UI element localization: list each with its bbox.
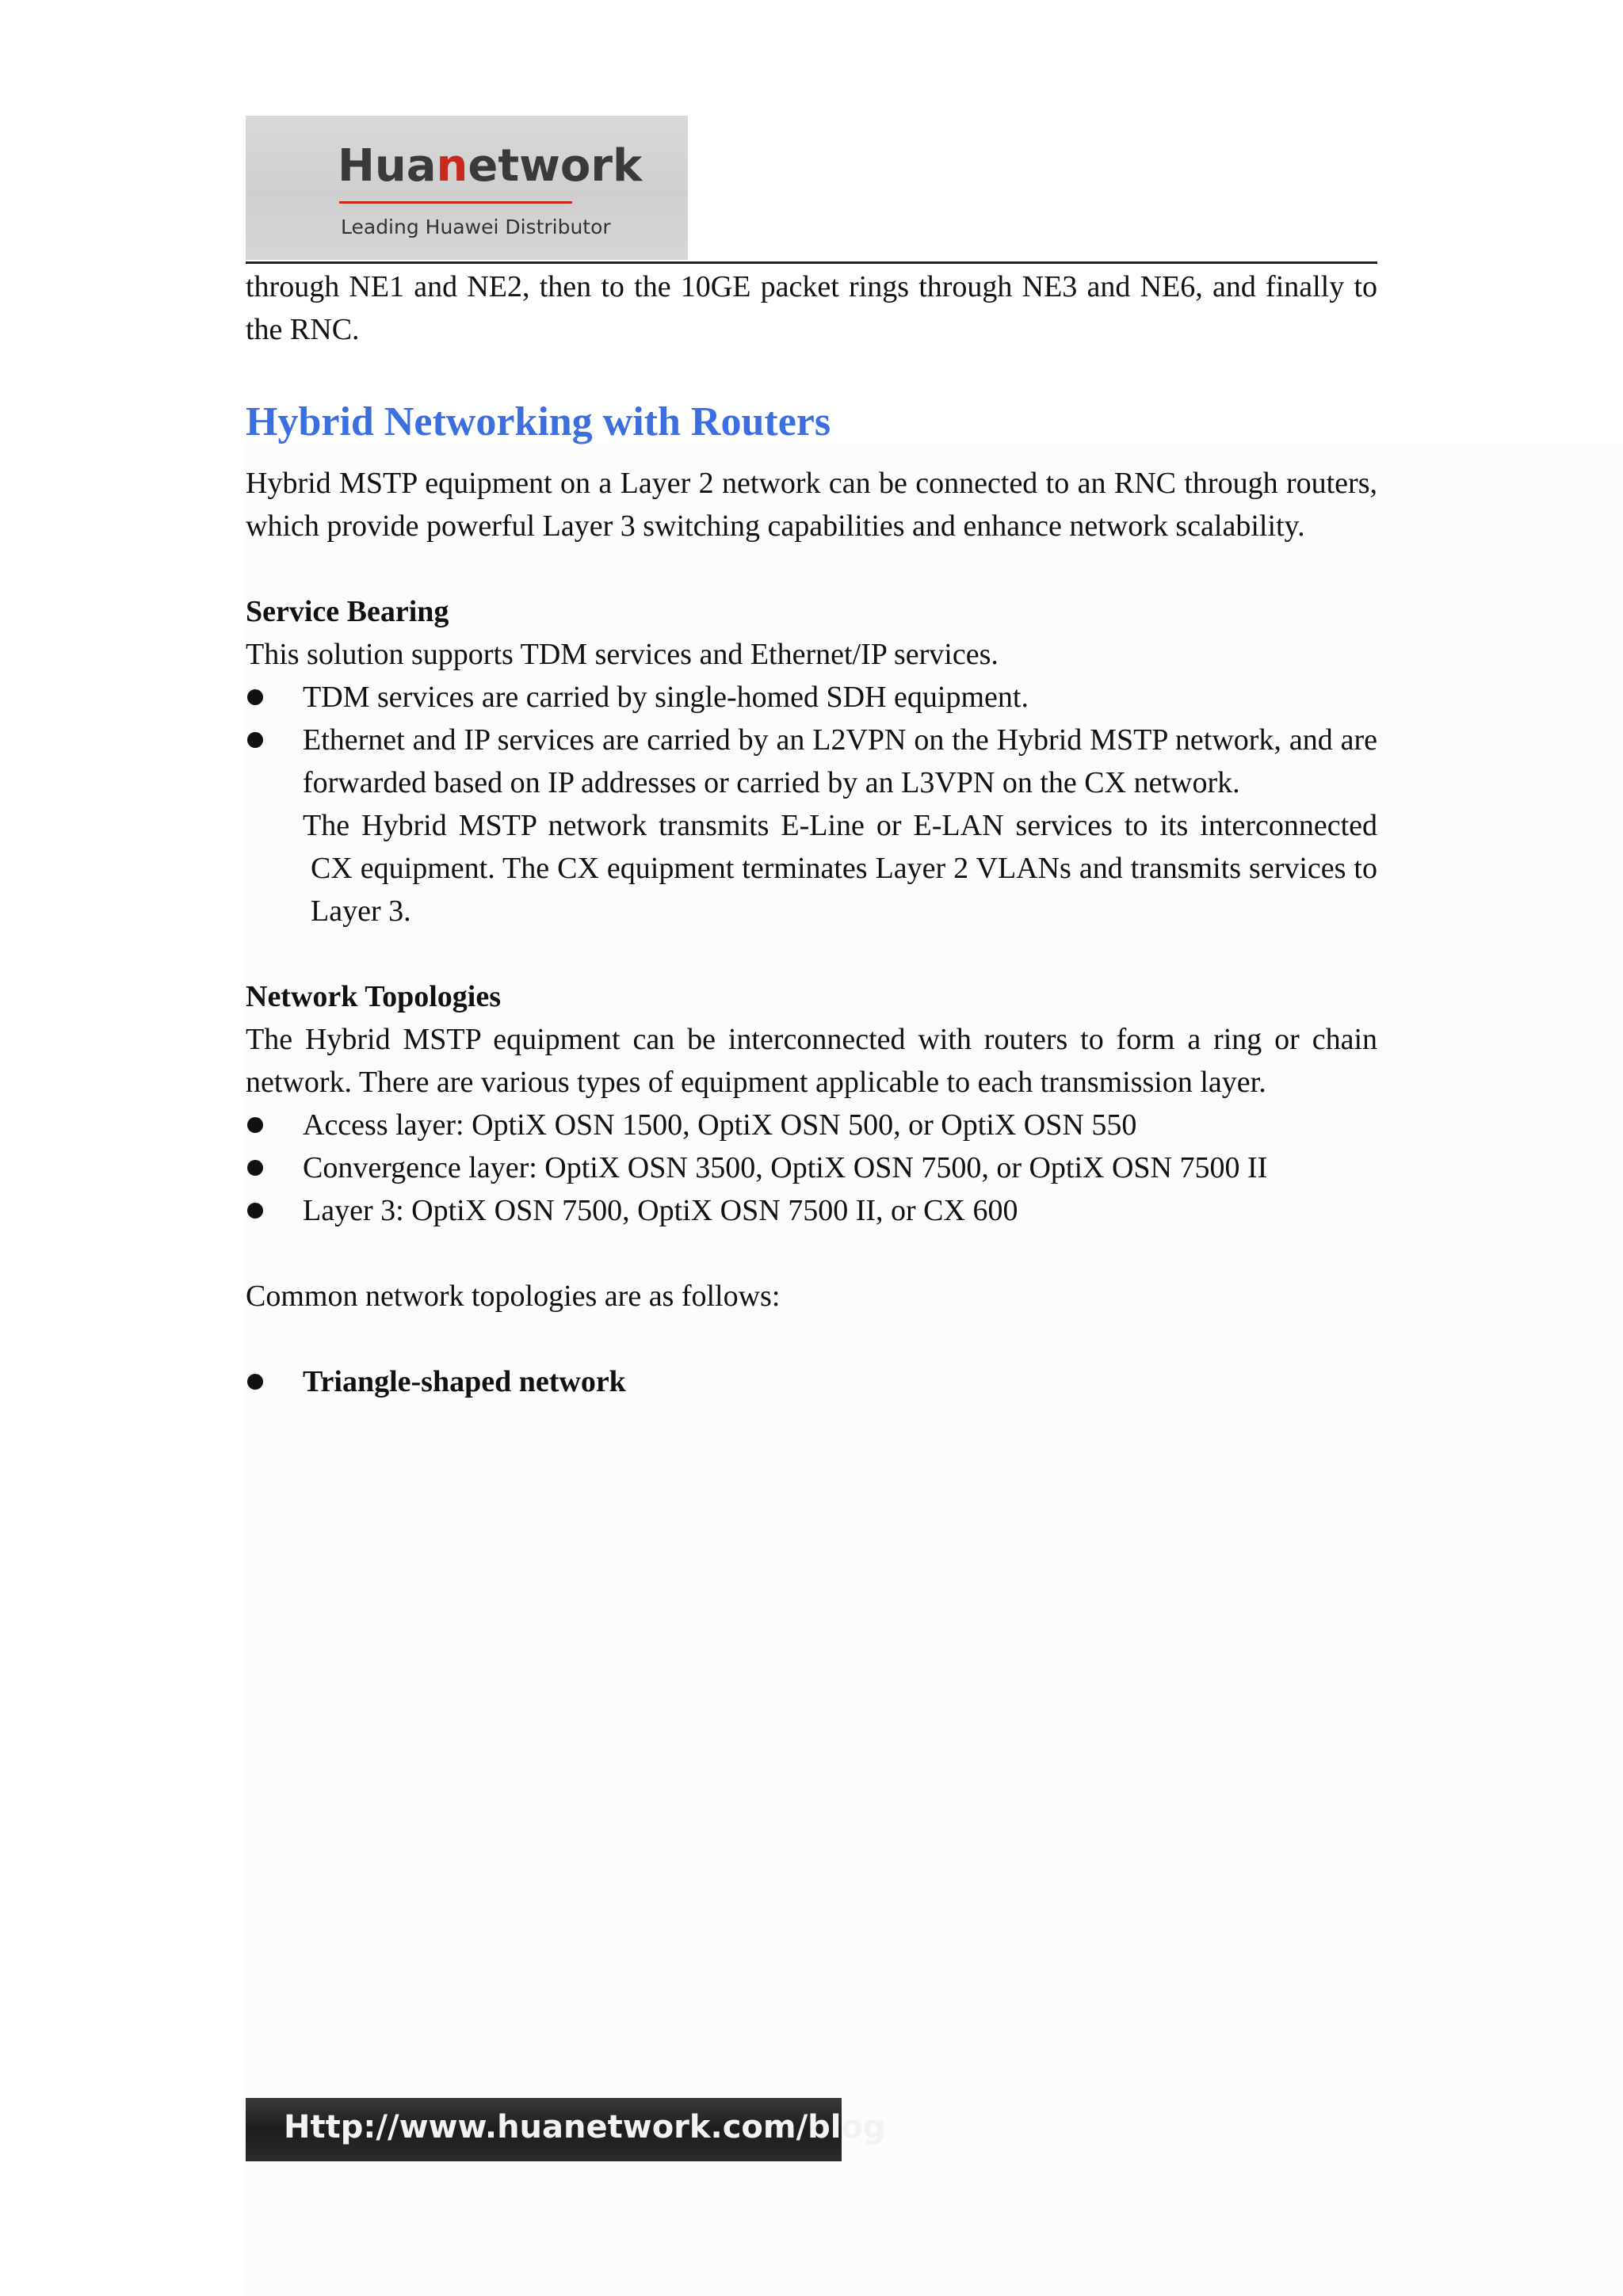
- bullet-icon: [247, 1203, 263, 1219]
- document-body: [246, 265, 1377, 1403]
- service-bearing-note: The Hybrid MSTP network transmits E-Line or E-LAN services to its interconnected CX equipment. The CX equipment terminates Layer 2 VLANs and transmits services to Layer 3.: [303, 809, 1377, 928]
- network-topologies-intro: The Hybrid MSTP equipment can be interconnected with routers to form a ring or chain network. There are various types of equipment applicable to each transmission layer.: [246, 1023, 1377, 1099]
- service-bearing-intro: This solution supports TDM services and Ethernet/IP services.: [246, 638, 999, 671]
- section-intro: Hybrid MSTP equipment on a Layer 2 network can be connected to an RNC through routers, which provide powerful Layer 3 switching capabilities and enhance network scalability.: [246, 467, 1377, 543]
- list-item: Convergence layer: OptiX OSN 3500, OptiX OSN 7500, or OptiX OSN 7500 II: [246, 1146, 1377, 1189]
- section-title: Hybrid Networking with Routers: [246, 399, 831, 444]
- bullet-icon: [247, 1374, 263, 1390]
- list-item: Layer 3: OptiX OSN 7500, OptiX OSN 7500 II, or CX 600: [246, 1189, 1377, 1232]
- footer-url: Http://www.huanetwork.com/blog: [284, 2109, 886, 2145]
- spacer: [246, 1232, 1377, 1275]
- company-logo: [246, 116, 688, 260]
- header-divider: [246, 261, 1377, 264]
- spacer: [246, 933, 1377, 975]
- logo-underline: [339, 201, 572, 204]
- service-bearing-heading: Service Bearing: [246, 595, 449, 628]
- logo-tagline: Leading Huawei Distributor: [341, 215, 611, 238]
- network-topologies-heading: Network Topologies: [246, 980, 501, 1013]
- footer-banner: [246, 2098, 886, 2161]
- list-item: Triangle-shaped network: [246, 1360, 1377, 1403]
- list-item: Access layer: OptiX OSN 1500, OptiX OSN 500, or OptiX OSN 550: [246, 1104, 1377, 1146]
- common-topologies-text: Common network topologies are as follows:: [246, 1280, 781, 1313]
- bullet-icon: [247, 1160, 263, 1176]
- bullet-icon: [247, 1117, 263, 1133]
- bullet-icon: [247, 689, 263, 705]
- spacer: [246, 1318, 1377, 1360]
- list-item: Ethernet and IP services are carried by an L2VPN on the Hybrid MSTP network, and are forwarded based on IP addresses or carried by an L3VPN on the CX network.: [246, 719, 1377, 804]
- list-item: TDM services are carried by single-homed SDH equipment.: [246, 676, 1377, 719]
- intro-paragraph: through NE1 and NE2, then to the 10GE packet rings through NE3 and NE6, and finally to the RNC.: [246, 270, 1377, 346]
- bullet-icon: [247, 732, 263, 748]
- logo-wordmark: Huanetwork: [338, 140, 643, 192]
- spacer: [246, 547, 1377, 590]
